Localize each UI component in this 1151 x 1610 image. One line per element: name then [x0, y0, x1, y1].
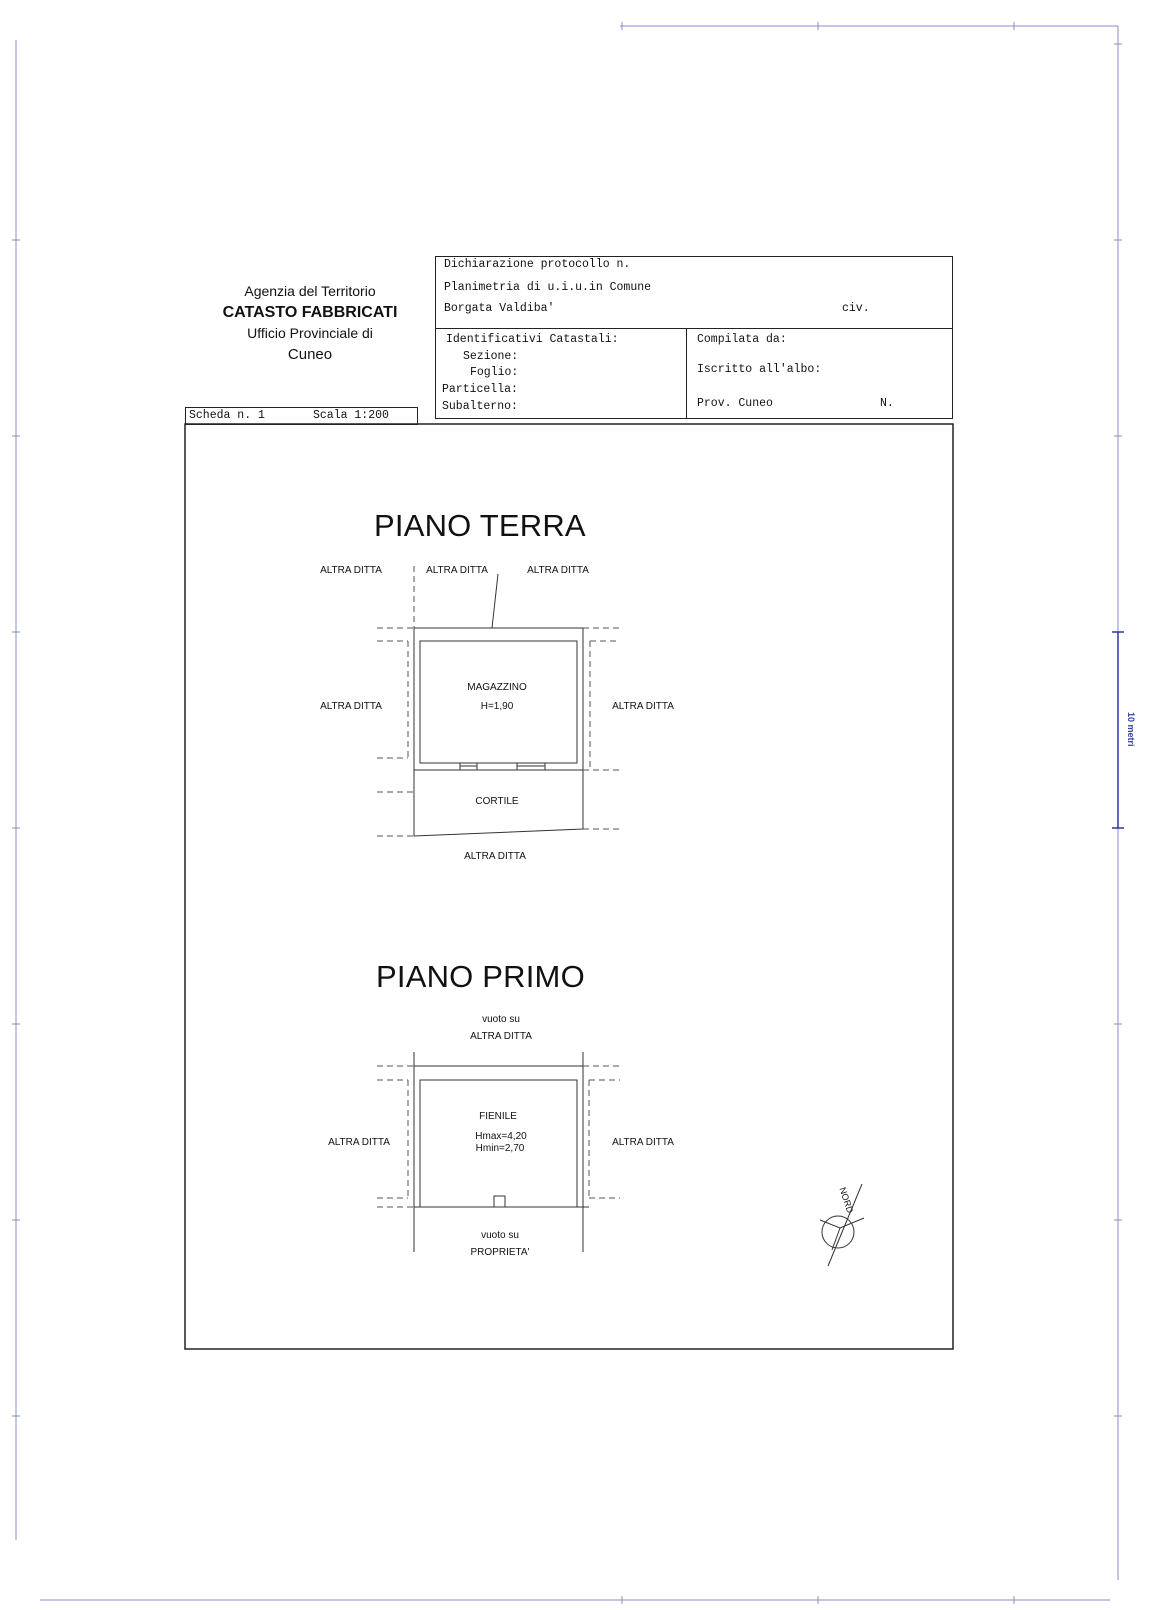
pt-courtyard: CORTILE	[475, 796, 519, 807]
address-label: Borgata Valdiba'	[444, 302, 555, 315]
pp-neighbor-left: ALTRA DITTA	[328, 1137, 390, 1148]
agency-header	[205, 281, 415, 365]
compilata-label: Compilata da:	[697, 333, 787, 346]
pp-room-name: FIENILE	[479, 1111, 517, 1122]
catasto-title: CATASTO FABBRICATI	[222, 304, 398, 321]
pt-neighbor-top-center: ALTRA DITTA	[426, 565, 488, 576]
declaration-protocol: Dichiarazione protocollo n.	[444, 258, 631, 271]
sezione-label: Sezione:	[463, 350, 519, 363]
identifiers-label: Identificativi Catastali:	[446, 333, 619, 346]
pp-neighbor-right: ALTRA DITTA	[612, 1137, 674, 1148]
pt-room-height: H=1,90	[480, 701, 514, 712]
iscritto-label: Iscritto all'albo:	[697, 363, 822, 376]
pp-top-void: vuoto su	[482, 1014, 520, 1025]
pt-neighbor-bottom: ALTRA DITTA	[464, 851, 526, 862]
piano-terra-title: PIANO TERRA	[374, 508, 586, 543]
pp-bottom-property: PROPRIETA'	[470, 1247, 530, 1258]
pp-room-hmin: Hmin=2,70	[475, 1143, 525, 1154]
pt-neighbor-top-right: ALTRA DITTA	[527, 565, 589, 576]
particella-label: Particella:	[442, 383, 518, 396]
foglio-label: Foglio:	[470, 366, 519, 379]
scheda-number: Scheda n. 1	[189, 409, 265, 422]
planimetria-label: Planimetria di u.i.u.in Comune	[444, 281, 652, 294]
pt-room-name: MAGAZZINO	[467, 682, 527, 693]
office-label: Ufficio Provinciale di	[247, 325, 373, 341]
number-label: N.	[880, 397, 894, 410]
pp-room-hmax: Hmax=4,20	[475, 1131, 527, 1142]
province-label: Prov. Cuneo	[697, 397, 773, 410]
scale-label: Scala 1:200	[313, 409, 389, 422]
pt-neighbor-right: ALTRA DITTA	[612, 701, 674, 712]
north-label: NORD	[837, 1186, 856, 1215]
agency-name: Agenzia del Territorio	[244, 283, 376, 299]
pp-top-neighbor: ALTRA DITTA	[470, 1031, 532, 1042]
pt-neighbor-top-left: ALTRA DITTA	[320, 565, 382, 576]
pp-bottom-void: vuoto su	[481, 1230, 519, 1241]
scale-bar-label: 10 metri	[1126, 712, 1136, 747]
civic-label: civ.	[842, 302, 870, 315]
piano-primo-title: PIANO PRIMO	[376, 959, 585, 994]
pt-neighbor-left: ALTRA DITTA	[320, 701, 382, 712]
subalterno-label: Subalterno:	[442, 400, 518, 413]
office-city: Cuneo	[287, 346, 333, 363]
